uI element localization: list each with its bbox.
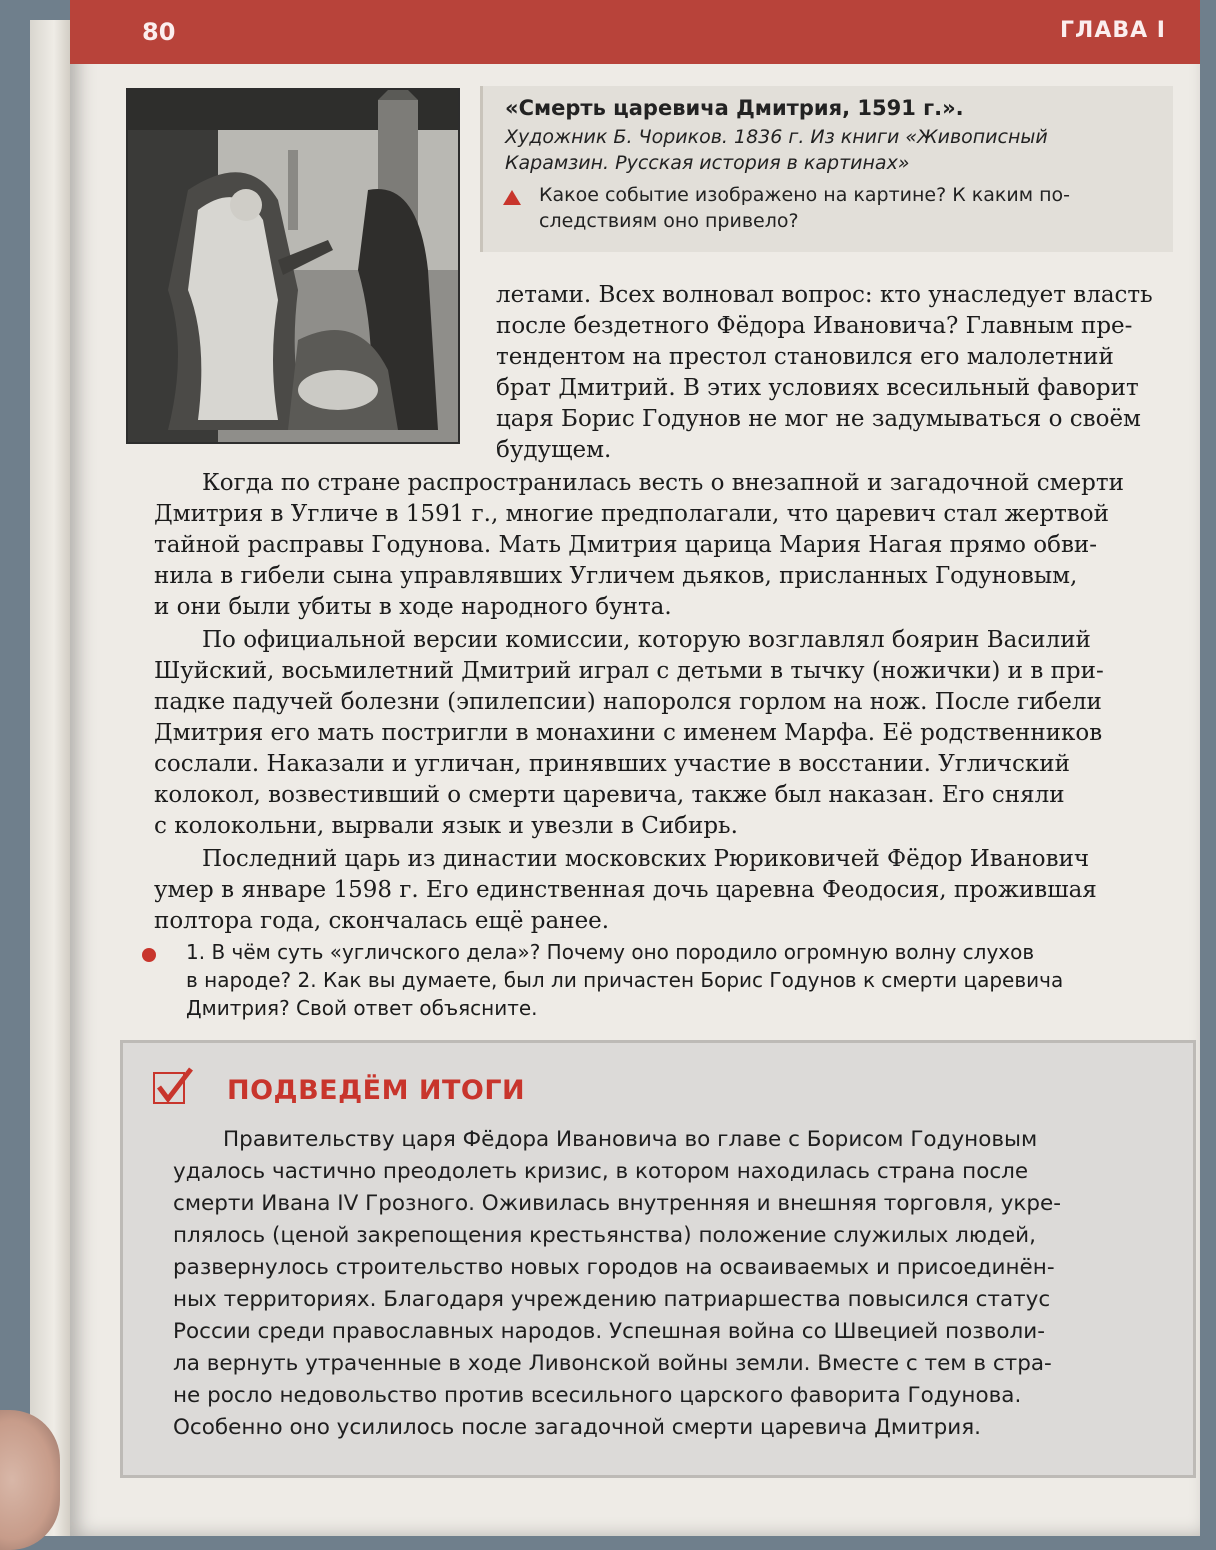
main-text — [70, 0, 1200, 1000]
figure-question-line: Какое событие изображено на картине? К каким по- — [539, 184, 1070, 206]
figure-question-line: следствиям оно привело? — [539, 210, 799, 232]
text-line: брат Дмитрий. В этих условиях всесильный фаворит — [496, 375, 1139, 401]
text-line: Когда по стране распространилась весть о внезапной и загадочной смерти — [202, 470, 1124, 496]
summary-line: Правительству царя Фёдора Ивановича во главе с Борисом Годуновым — [223, 1127, 1038, 1152]
chapter-label: ГЛАВА I — [1060, 18, 1166, 43]
text-line: умер в январе 1598 г. Его единственная дочь царевна Феодосия, прожившая — [154, 877, 1097, 903]
text-line: летами. Всех волновал вопрос: кто унаследует власть — [496, 282, 1153, 308]
summary-line: плялось (ценой закрепощения крестьянства) положение служилых людей, — [173, 1223, 1036, 1248]
summary-line: Особенно оно усилилось после загадочной смерти царевича Дмитрия. — [173, 1415, 981, 1440]
text-line: Последний царь из династии московских Рюриковичей Фёдор Иванович — [202, 846, 1090, 872]
text-line: По официальной версии комиссии, которую возглавлял боярин Василий — [202, 627, 1091, 653]
text-line: Шуйский, восьмилетний Дмитрий играл с детьми в тычку (ножички) и в при- — [154, 658, 1104, 684]
checkmark-icon — [153, 1067, 193, 1107]
text-line: колокол, возвестивший о смерти царевича, также был наказан. Его сняли — [154, 782, 1065, 808]
text-line: Дмитрия его мать постригли в монахини с именем Марфа. Её родственников — [154, 720, 1103, 746]
text-line: Дмитрия в Угличе в 1591 г., многие предполагали, что царевич стал жертвой — [154, 501, 1109, 527]
text-line: падке падучей болезни (эпилепсии) напоролся горлом на нож. После гибели — [154, 689, 1102, 715]
summary-title: ПОДВЕДЁМ ИТОГИ — [227, 1075, 526, 1106]
text-line: с колокольни, вырвали язык и увезли в Сибирь. — [154, 813, 738, 839]
figure-credit-line: Художник Б. Чориков. 1836 г. Из книги «Живописный — [505, 126, 1048, 148]
summary-line: ла вернуть утраченные в ходе Ливонской войны земли. Вместе с тем в стра- — [173, 1351, 1052, 1376]
textbook-page — [70, 0, 1200, 1536]
text-line: и они были убиты в ходе народного бунта. — [154, 594, 672, 620]
text-line: будущем. — [496, 437, 612, 463]
text-line: полтора года, скончалась ещё ранее. — [154, 908, 610, 934]
summary-line: ных территориях. Благодаря учреждению патриаршества повысился статус — [173, 1287, 1051, 1312]
question-line: в народе? 2. Как вы думаете, был ли причастен Борис Годунов к смерти царевича — [186, 968, 1064, 992]
summary-line: смерти Ивана IV Грозного. Оживилась внутренняя и внешняя торговля, укре- — [173, 1191, 1061, 1216]
text-line: после бездетного Фёдора Ивановича? Главным пре- — [496, 313, 1133, 339]
summary-line: не росло недовольство против всесильного царского фаворита Годунова. — [173, 1383, 1022, 1408]
text-line: тендентом на престол становился его малолетний — [496, 344, 1114, 370]
summary-line: развернулось строительство новых городов на осваиваемых и присоединён- — [173, 1255, 1055, 1280]
summary-box — [120, 1040, 1196, 1478]
question-line: 1. В чём суть «угличского дела»? Почему оно породило огромную волну слухов — [186, 940, 1035, 964]
summary-line: России среди православных народов. Успешная война со Швецией позволи- — [173, 1319, 1046, 1344]
text-line: нила в гибели сына управлявших Угличем дьяков, присланных Годуновым, — [154, 563, 1078, 589]
figure-title: «Смерть царевича Дмитрия, 1591 г.». — [505, 96, 964, 120]
summary-line: удалось частично преодолеть кризис, в котором находилась страна после — [173, 1159, 1029, 1184]
question-line: Дмитрия? Свой ответ объясните. — [186, 996, 538, 1020]
dot-icon — [142, 948, 156, 962]
text-line: сослали. Наказали и угличан, принявших участие в восстании. Угличский — [154, 751, 1070, 777]
figure-credit-line: Карамзин. Русская история в картинах» — [505, 152, 910, 174]
page-number: 80 — [142, 18, 176, 46]
text-line: тайной расправы Годунова. Мать Дмитрия царица Мария Нагая прямо обви- — [154, 532, 1098, 558]
text-line: царя Борис Годунов не мог не задумываться о своём — [496, 406, 1141, 432]
